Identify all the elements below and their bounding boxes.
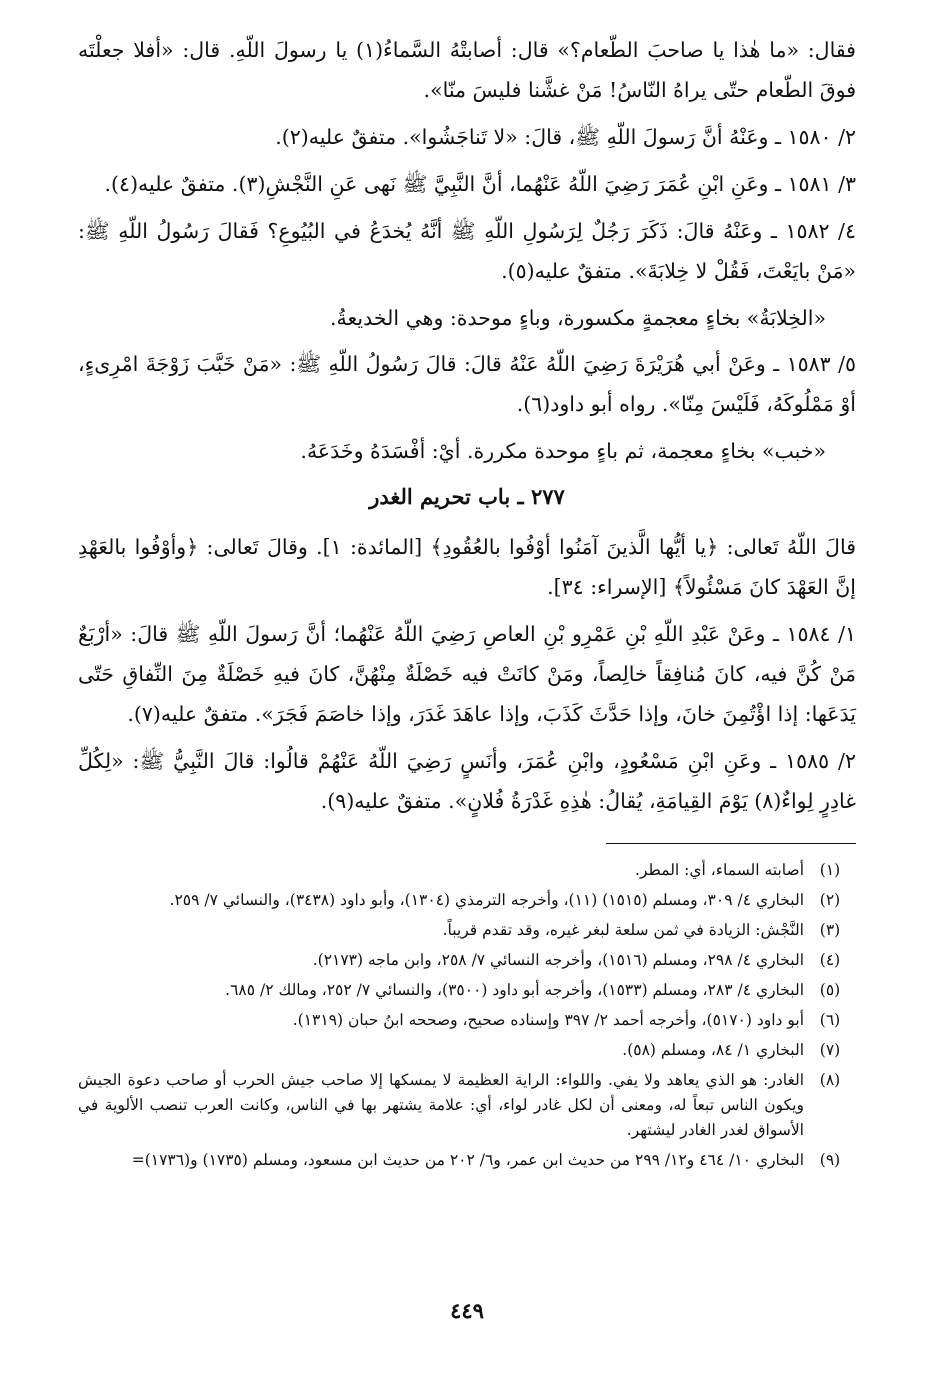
footnote-number: (٩)	[819, 1151, 841, 1169]
footnote-text: البخاري ٤/ ٣٠٩، ومسلم (١٥١٥) (١١)، وأخرجه الترمذي (١٣٠٤)، وأبو داود (٣٤٣٨)، والنسائي ٧/ ٢٥٩.	[169, 891, 804, 909]
page-number: ٤٤٩	[450, 1298, 484, 1323]
footnote-text: النَّجْش: الزيادة في ثمن سلعة لبغر غيره، وقد تقدم قريباً.	[442, 921, 804, 939]
footnote	[78, 1148, 856, 1173]
footnote-text: الغادر: هو الذي يعاهد ولا يفي. واللواء: الراية العظيمة لا يمسكها إلا صاحب جيش الحرب أو صاحب دعوة الجيش ويكون الناس تبعاً له، ومعنى أن لكل غادر لواء، أي: علامة يشتهر بها في الناس، وكانت العرب تنصب الألوية في الأسواق لغدر الغادر ليشتهر.	[78, 1071, 804, 1139]
hadith-1580: ٢/ ١٥٨٠ ـ وعَنْهُ أنَّ رَسولَ اللّهِ ﷺ، قالَ: «لا تَناجَشُوا». متفقٌ عليه(٢).	[275, 125, 856, 149]
explanation-note: «الخِلابَةُ» بخاءٍ معجمةٍ مكسورة، وباءٍ موحدة: وهي الخديعةُ.	[330, 306, 826, 330]
footnote	[78, 978, 856, 1003]
chapter-heading: ٢٧٧ ـ باب تحريم الغدر	[369, 484, 565, 509]
footnote	[78, 918, 856, 943]
paragraph: فقال: «ما هٰذا يا صاحبَ الطّعام؟» قال: أصابتْهُ السَّماءُ(١) يا رسولَ اللّهِ. قال: «أفلا جعلْتَه فوقَ الطّعام حتّى يراهُ النّاسُ! مَنْ غشَّنا فليسَ منّا».	[78, 38, 856, 102]
footnote-text: البخاري ١٠/ ٤٦٤ و١٢/ ٢٩٩ من حديث ابن عمر، و٦/ ٢٠٢ من حديث ابن مسعود، ومسلم (١٧٣٥) و(١٧٣٦)=	[131, 1151, 804, 1169]
footnote-number: (٢)	[819, 891, 841, 909]
main-text	[78, 30, 856, 821]
footnote-number: (٦)	[819, 1011, 841, 1029]
footnote	[78, 1038, 856, 1063]
footnote	[78, 1008, 856, 1033]
footnote-number: (٨)	[819, 1071, 841, 1089]
hadith-1585: ٢/ ١٥٨٥ ـ وعَنِ ابْنِ مَسْعُودٍ، وابْنِ عُمَرَ، وأنَسٍ رَضِيَ اللّهُ عَنْهُمْ قالُوا: قالَ النَّبِيُّ ﷺ: «لِكُلِّ غادِرٍ لِواءٌ(٨) يَوْمَ القِيامَةِ، يُقالُ: هٰذِهِ غَدْرَةُ فُلانٍ». متفقٌ عليه(٩).	[78, 749, 856, 813]
footnote-text: البخاري ١/ ٨٤، ومسلم (٥٨).	[622, 1041, 804, 1059]
footnote-text: البخاري ٤/ ٢٩٨، ومسلم (١٥١٦)، وأخرجه النسائي ٧/ ٢٥٨، وابن ماجه (٢١٧٣).	[312, 951, 804, 969]
hadith-1582: ٤/ ١٥٨٢ ـ وعَنْهُ قالَ: ذَكَرَ رَجُلٌ لِرَسُولِ اللّهِ ﷺ أنَّهُ يُخدَعُ في البُيُوعِ؟ فَقالَ رَسُولُ اللّهِ ﷺ: «مَنْ بايَعْتَ، فَقُلْ لا خِلابَةَ». متفقٌ عليه(٥).	[78, 219, 856, 283]
footnote	[78, 1068, 856, 1143]
footnote-number: (١)	[819, 861, 841, 879]
footnote-number: (٥)	[819, 981, 841, 999]
footnote-number: (٤)	[819, 951, 841, 969]
footnote-text: البخاري ٤/ ٢٨٣، ومسلم (١٥٣٣)، وأخرجه أبو داود (٣٥٠٠)، والنسائي ٧/ ٢٥٢، ومالك ٢/ ٦٨٥.	[225, 981, 804, 999]
footnote-number: (٣)	[819, 921, 841, 939]
hadith-1583: ٥/ ١٥٨٣ ـ وعَنْ أبي هُرَيْرَةَ رَضِيَ اللّهُ عَنْهُ قالَ: قالَ رَسُولُ اللّهِ ﷺ: «مَنْ خَبَّبَ زَوْجَةَ امْرِىءٍ، أوْ مَمْلُوكَهُ، فَلَيْسَ مِنّا». رواه أبو داود(٦).	[78, 352, 856, 416]
footnote	[78, 888, 856, 913]
footnote	[78, 948, 856, 973]
hadith-1584: ١/ ١٥٨٤ ـ وعَنْ عَبْدِ اللّهِ بْنِ عَمْرِو بْنِ العاصِ رَضِيَ اللّهُ عَنْهُما؛ أنَّ رَسولَ اللّهِ ﷺ قالَ: «أرْبَعٌ مَنْ كُنَّ فيه، كانَ مُنافِقاً خالِصاً، ومَنْ كانَتْ فيه خَصْلَةٌ مِنْهُنَّ، كانَ فيهِ خَصْلَةٌ مِنَ النِّفاقِ حَتّى يَدَعَها: إذا اؤْتُمِنَ خانَ، وإذا حَدَّثَ كَذَبَ، وإذا عاهَدَ غَدَرَ، وإذا خاصَمَ فَجَرَ». متفقٌ عليه(٧).	[78, 622, 856, 726]
footnote-number: (٧)	[819, 1041, 841, 1059]
explanation-note: «خبب» بخاءٍ معجمة، ثم باءٍ موحدة مكررة. أيْ: أفْسَدَهُ وخَدَعَهُ.	[300, 439, 826, 463]
footnote-divider	[606, 843, 856, 844]
footnote	[78, 858, 856, 883]
footnote-text: أصابته السماء، أي: المطر.	[635, 861, 804, 879]
footnote-text: أبو داود (٥١٧٠)، وأخرجه أحمد ٢/ ٣٩٧ وإسناده صحيح، وصححه ابنُ حبان (١٣١٩).	[292, 1011, 804, 1029]
footnotes	[78, 858, 856, 1173]
quran-verses: قالَ اللّهُ تَعالى: ﴿يا أيُّها الَّذينَ آمَنُوا أوْفُوا بالعُقُودِ﴾ [المائدة: ١]. وقالَ تَعالى: ﴿وأوْفُوا بالعَهْدِ إنَّ العَهْدَ كانَ مَسْئُولاً﴾ [الإسراء: ٣٤].	[78, 535, 857, 599]
hadith-1581: ٣/ ١٥٨١ ـ وعَنِ ابْنِ عُمَرَ رَضِيَ اللّهُ عَنْهُما، أنَّ النَّبِيَّ ﷺ نَهى عَنِ النَّجْشِ(٣). متفقٌ عليه(٤).	[104, 172, 856, 196]
